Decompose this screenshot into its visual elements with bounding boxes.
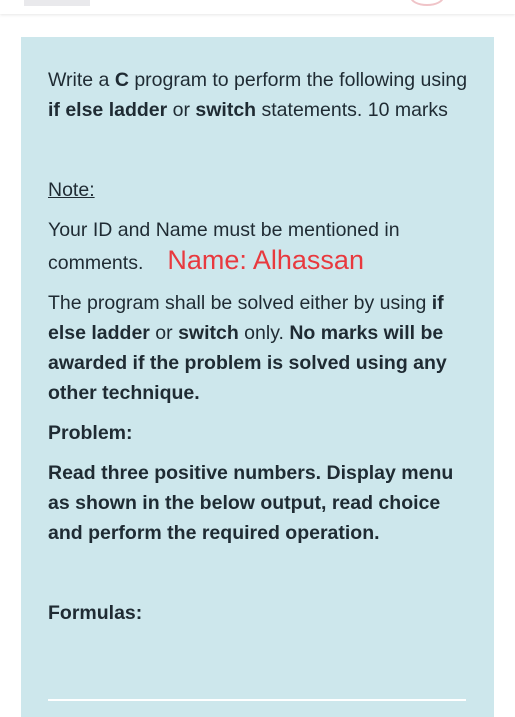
tab-indicator[interactable] — [24, 0, 90, 6]
intro-text-end: statements. 10 marks — [256, 99, 448, 121]
id-requirement-text: Your ID and Name must be mentioned in comments. — [48, 219, 400, 274]
rule-only: only. — [238, 322, 290, 344]
problem-statement — [48, 458, 468, 548]
problem-text: Read three positive numbers. Display menu as shown in the below output, read choice and perform the required operation. — [48, 462, 454, 544]
question-intro — [48, 65, 468, 125]
no-marks-warning: No marks will be awarded if the problem is solved using any other technique. — [48, 322, 447, 404]
question-card — [21, 37, 494, 717]
language-c: C — [114, 69, 129, 91]
avatar[interactable] — [410, 0, 444, 6]
note-heading — [48, 175, 468, 205]
id-name-requirement — [48, 215, 468, 278]
rule-switch: switch — [178, 322, 239, 344]
handwritten-name-annotation: Name: Alhassan — [167, 245, 364, 275]
top-bar — [0, 0, 515, 14]
if-else-ladder-term: if else ladder — [48, 99, 168, 121]
formulas-label: Formulas: — [48, 602, 143, 624]
intro-text: Write a — [48, 69, 115, 91]
rule-text: The program shall be solved either by using — [48, 292, 432, 314]
formulas-box-edge — [48, 699, 466, 701]
intro-text-2: program to perform the following using — [128, 69, 468, 91]
question-content — [48, 65, 468, 628]
or-text: or — [167, 99, 196, 121]
formulas-heading — [48, 598, 468, 628]
rule-if-else-ladder: if else ladder — [48, 292, 444, 344]
problem-label: Problem: — [48, 422, 133, 444]
rule-or: or — [149, 322, 179, 344]
problem-heading — [48, 418, 468, 448]
technique-rule — [48, 288, 468, 408]
switch-term: switch — [195, 99, 257, 121]
note-label: Note: — [48, 179, 95, 201]
